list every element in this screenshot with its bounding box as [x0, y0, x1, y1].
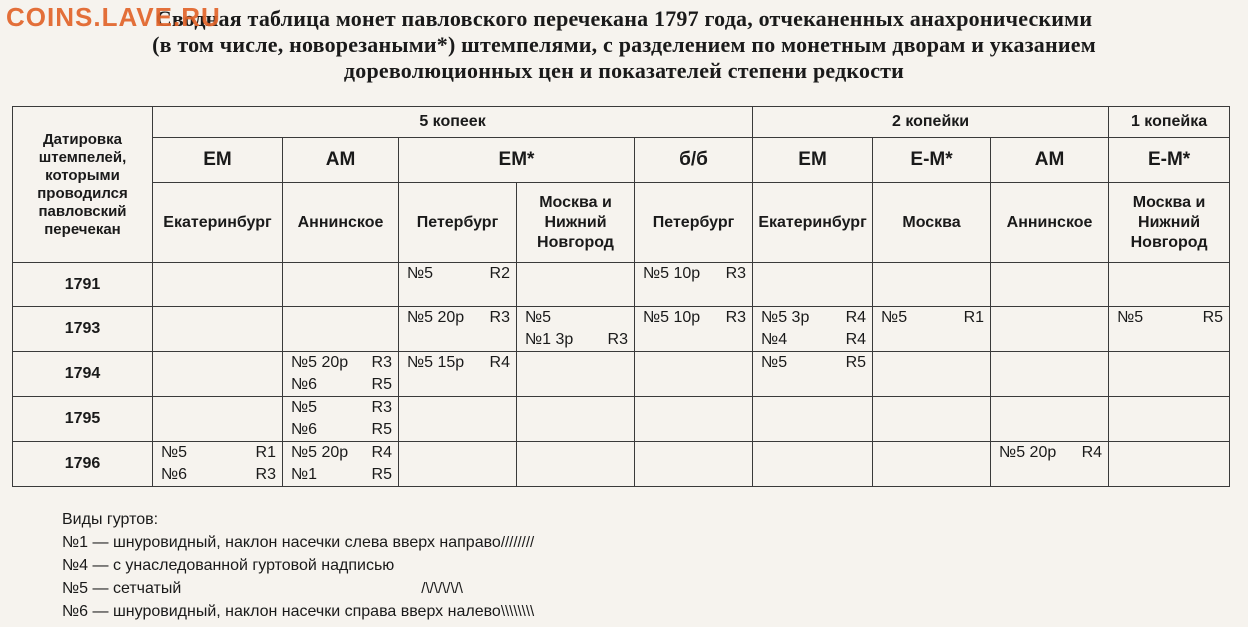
city-header: Екатеринбург [153, 183, 283, 263]
edge-price: №6 [161, 466, 188, 483]
rarity: R3 [371, 354, 392, 371]
table-cell [991, 397, 1109, 442]
coin-table [12, 106, 1230, 487]
city-header: Москва и Нижний Новгород [1109, 183, 1230, 263]
mint-header: Е-М* [1109, 138, 1230, 183]
table-row [13, 397, 1230, 442]
edge-price: №1 [291, 466, 318, 483]
table-cell [283, 263, 399, 307]
edge-price: №5 [881, 309, 908, 326]
legend-text: №5 — сетчатый [62, 580, 182, 597]
city-header: Петербург [635, 183, 753, 263]
table-cell [1109, 397, 1230, 442]
rarity: R4 [845, 331, 867, 348]
year-cell: 1793 [13, 307, 153, 352]
edge-legend [62, 508, 534, 623]
city-header: Екатеринбург [753, 183, 873, 263]
edge-price: №5 20р [291, 444, 349, 461]
title-line-1: Сводная таблица монет павловского перечекана 1797 года, отчеканенных анахроническими [155, 6, 1093, 31]
table-body [13, 263, 1230, 487]
legend-item [62, 577, 534, 600]
legend-text: №4 — с унаследованной гуртовой надписью [62, 557, 395, 574]
table-cell [991, 442, 1109, 487]
legend-text: №6 — шнуровидный, наклон насечки справа вверх налево [62, 603, 501, 620]
table-cell [153, 307, 283, 352]
legend-title: Виды гуртов: [62, 511, 159, 528]
rarity: R5 [371, 376, 392, 393]
edge-pattern-icon: \\\\\\\\ [500, 603, 535, 620]
cell-entry [283, 352, 398, 374]
table-cell [873, 352, 991, 397]
cell-entry [753, 307, 872, 329]
edge-price: №5 [761, 354, 788, 371]
edge-pattern-icon: /\/\/\/\/\ [421, 580, 463, 597]
table-cell [153, 442, 283, 487]
legend-item [62, 531, 534, 554]
mint-header: АМ [991, 138, 1109, 183]
edge-price: №6 [291, 421, 318, 438]
legend-text: №1 — шнуровидный, наклон насечки слева вверх направо [62, 534, 501, 551]
cell-entry [517, 329, 634, 351]
edge-price: №5 20р [291, 354, 349, 371]
denomination-5k: 5 копеек [153, 107, 753, 138]
rarity: R5 [845, 354, 867, 371]
city-header: Москва [873, 183, 991, 263]
table-cell [635, 307, 753, 352]
stub-header: Датировка штемпелей, которыми проводился павловский перечекан [13, 107, 153, 263]
edge-price: №5 20р [407, 309, 465, 326]
table-cell [753, 263, 873, 307]
rarity: R2 [489, 265, 510, 282]
rarity: R3 [725, 265, 747, 282]
rarity: R4 [371, 444, 392, 461]
mint-header: Е-М* [873, 138, 991, 183]
edge-price: №5 10р [643, 309, 701, 326]
edge-price: №4 [761, 331, 788, 348]
table-cell [283, 352, 399, 397]
table-cell [283, 307, 399, 352]
table-cell [635, 442, 753, 487]
watermark: COINS.LAVE.RU [6, 2, 221, 32]
table-cell [399, 263, 517, 307]
table-cell [991, 263, 1109, 307]
city-header: Аннинское [991, 183, 1109, 263]
edge-price: №5 [407, 265, 434, 282]
rarity: R5 [371, 466, 392, 483]
title-line-3: дореволюционных цен и показателей степени редкости [343, 58, 905, 83]
table-cell [153, 263, 283, 307]
year-cell: 1794 [13, 352, 153, 397]
rarity: R3 [725, 309, 747, 326]
rarity: R3 [255, 466, 276, 483]
table-row [13, 442, 1230, 487]
table-cell [399, 442, 517, 487]
table-row [13, 263, 1230, 307]
rarity: R4 [1081, 444, 1103, 461]
cell-entry [283, 442, 398, 464]
table-cell [517, 352, 635, 397]
legend-list [62, 531, 534, 623]
edge-price: №5 [525, 309, 552, 326]
rarity: R4 [845, 309, 867, 326]
table-cell [1109, 442, 1230, 487]
rarity: R1 [255, 444, 276, 461]
table-cell [635, 397, 753, 442]
table-cell [283, 397, 399, 442]
mint-header: ЕМ [753, 138, 873, 183]
cell-entry [153, 464, 282, 486]
year-cell: 1795 [13, 397, 153, 442]
table-cell [153, 397, 283, 442]
title-line-2: (в том числе, новорезаными*) штемпелями, с разделением по монетным дворам и указанием [152, 32, 1096, 57]
mint-header: ЕМ* [399, 138, 635, 183]
table-cell [1109, 352, 1230, 397]
table-row [13, 307, 1230, 352]
cell-entry [873, 307, 990, 329]
cell-entry [283, 397, 398, 419]
table-cell [399, 307, 517, 352]
rarity: R5 [1202, 309, 1224, 326]
table-cell [517, 307, 635, 352]
table-cell [753, 442, 873, 487]
cell-entry [283, 419, 398, 441]
cell-entry [635, 307, 752, 329]
table-cell [399, 352, 517, 397]
table-cell [1109, 263, 1230, 307]
rarity: R3 [371, 399, 392, 416]
cell-entry [399, 307, 516, 329]
edge-pattern-icon: //////// [500, 534, 535, 551]
cell-entry [1109, 307, 1229, 329]
denomination-1k: 1 копейка [1109, 107, 1230, 138]
table-cell [753, 307, 873, 352]
table-cell [1109, 307, 1230, 352]
table-row [13, 352, 1230, 397]
city-header: Москва и Нижний Новгород [517, 183, 635, 263]
table-cell [635, 263, 753, 307]
edge-price: №5 15р [407, 354, 465, 371]
table-cell [153, 352, 283, 397]
year-cell: 1796 [13, 442, 153, 487]
cell-entry [153, 442, 282, 464]
rarity: R3 [607, 331, 628, 348]
table-cell [283, 442, 399, 487]
table-cell [873, 263, 991, 307]
table-cell [991, 307, 1109, 352]
table-cell [873, 442, 991, 487]
edge-price: №5 [291, 399, 318, 416]
cell-entry [753, 352, 872, 374]
edge-price: №5 10р [643, 265, 701, 282]
edge-price: №5 20р [999, 444, 1057, 461]
legend-item [62, 554, 534, 577]
table-cell [753, 397, 873, 442]
denomination-2k: 2 копейки [753, 107, 1109, 138]
table-cell [517, 263, 635, 307]
rarity: R5 [371, 421, 392, 438]
mint-header: ЕМ [153, 138, 283, 183]
table-cell [753, 352, 873, 397]
mint-header: б/б [635, 138, 753, 183]
table-cell [873, 397, 991, 442]
edge-price: №1 3р [525, 331, 574, 348]
cell-entry [517, 307, 634, 329]
table-cell [399, 397, 517, 442]
cell-entry [753, 329, 872, 351]
cell-entry [399, 352, 516, 374]
mint-header: АМ [283, 138, 399, 183]
cell-entry [283, 374, 398, 396]
table-cell [873, 307, 991, 352]
cell-entry [399, 263, 516, 285]
edge-price: №5 [1117, 309, 1144, 326]
table-cell [517, 442, 635, 487]
rarity: R4 [489, 354, 510, 371]
edge-price: №5 3р [761, 309, 810, 326]
edge-price: №5 [161, 444, 188, 461]
year-cell: 1791 [13, 263, 153, 307]
city-header: Аннинское [283, 183, 399, 263]
table-cell [517, 397, 635, 442]
legend-item [62, 600, 534, 623]
rarity: R1 [963, 309, 985, 326]
cell-entry [635, 263, 752, 285]
table-cell [991, 352, 1109, 397]
rarity: R3 [489, 309, 510, 326]
cell-entry [991, 442, 1108, 464]
city-header: Петербург [399, 183, 517, 263]
table-cell [635, 352, 753, 397]
cell-entry [283, 464, 398, 486]
edge-price: №6 [291, 376, 318, 393]
